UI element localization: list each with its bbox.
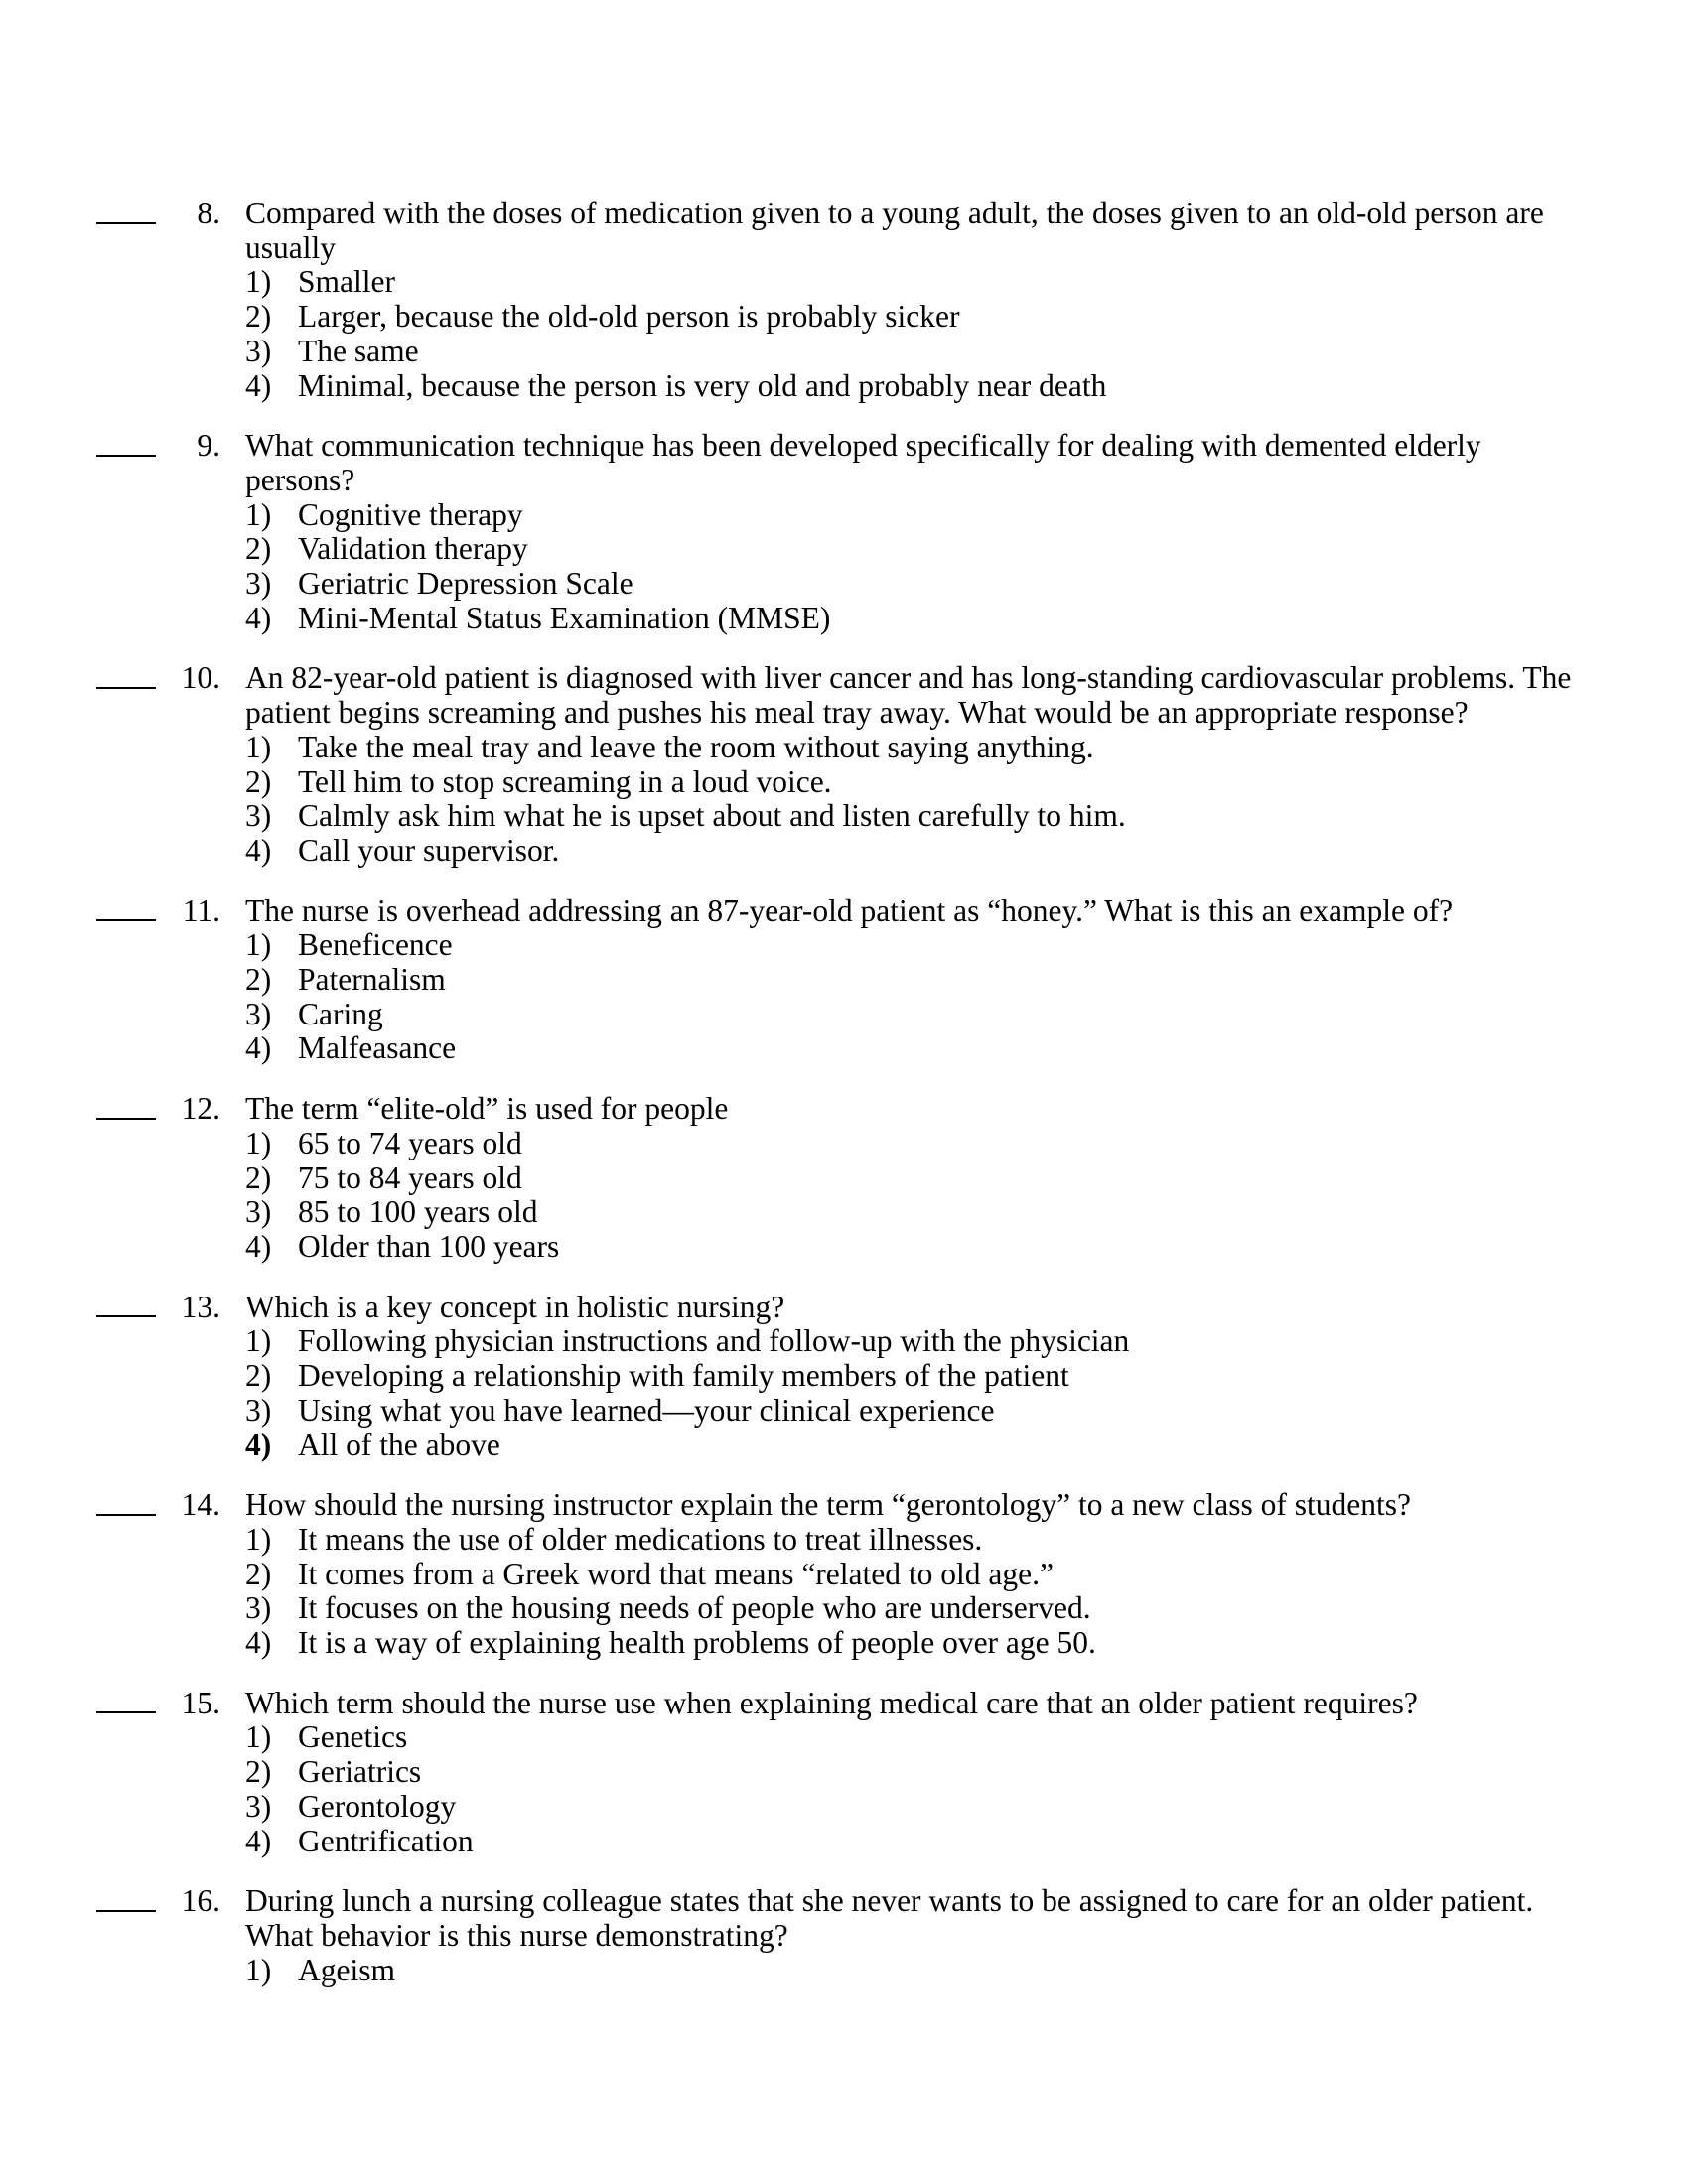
option-text: Geriatric Depression Scale (298, 566, 633, 602)
option-text: Gentrification (298, 1823, 474, 1858)
question-item (0, 661, 1688, 868)
answer-option (245, 369, 1688, 404)
option-text: Mini-Mental Status Examination (MMSE) (298, 600, 831, 635)
question-number: 15. (181, 1685, 220, 1720)
option-number: 3) (245, 1590, 272, 1626)
answer-option (245, 1523, 1688, 1558)
answer-option (245, 335, 1688, 369)
answer-option (245, 1954, 1688, 1988)
answer-blank[interactable] (96, 1884, 156, 1919)
answer-blank[interactable] (96, 1092, 156, 1127)
answer-option (245, 799, 1688, 834)
option-number: 3) (245, 1788, 272, 1824)
option-number: 1) (245, 1719, 272, 1755)
option-number: 3) (245, 566, 272, 602)
option-number: 3) (245, 1194, 272, 1230)
option-number: 1) (245, 496, 272, 532)
answer-blank[interactable] (96, 661, 156, 696)
option-text: Older than 100 years (298, 1228, 560, 1264)
answer-option (245, 300, 1688, 335)
question-item (0, 1291, 1688, 1463)
question-stem: The term “elite-old” is used for people (245, 1091, 729, 1127)
option-text: Gerontology (298, 1788, 457, 1824)
question-number: 14. (181, 1487, 220, 1523)
option-number: 2) (245, 962, 272, 998)
question-item (0, 1884, 1688, 1987)
question-number: 12. (181, 1091, 220, 1127)
question-stem: The nurse is overhead addressing an 87-year-old patient as “honey.” What is this an example of? (245, 892, 1454, 928)
option-text: 85 to 100 years old (298, 1194, 538, 1230)
option-text: Using what you have learned—your clinical experience (298, 1392, 995, 1428)
question-number: 13. (181, 1289, 220, 1324)
question-item (0, 894, 1688, 1067)
option-text: Ageism (298, 1952, 395, 1987)
option-number: 4) (245, 1823, 272, 1858)
option-number: 4) (245, 1427, 272, 1462)
answer-option (245, 532, 1688, 567)
answer-option (245, 731, 1688, 765)
option-number: 4) (245, 600, 272, 635)
question-item (0, 1687, 1688, 1859)
answer-option (245, 1161, 1688, 1196)
option-text: Validation therapy (298, 531, 528, 567)
answer-option (245, 265, 1688, 300)
option-number: 3) (245, 1392, 272, 1428)
option-text: Genetics (298, 1719, 408, 1755)
answer-option (245, 834, 1688, 869)
question-stem: An 82-year-old patient is diagnosed with liver cancer and has long-standing cardiovascular problems. The patient begins screaming and pushes his meal tray away. What would be an appropriate response? (245, 660, 1572, 731)
option-number: 2) (245, 531, 272, 567)
question-item (0, 197, 1688, 403)
question-stem: How should the nursing instructor explain the term “gerontology” to a new class of students? (245, 1487, 1411, 1523)
option-text: Beneficence (298, 927, 453, 963)
question-item (0, 429, 1688, 635)
option-number: 2) (245, 1754, 272, 1790)
option-number: 1) (245, 264, 272, 300)
answer-blank[interactable] (96, 197, 156, 231)
option-number: 2) (245, 1160, 272, 1195)
option-text: Paternalism (298, 962, 446, 998)
option-number: 4) (245, 832, 272, 868)
option-text: Geriatrics (298, 1754, 422, 1790)
option-text: It focuses on the housing needs of people who are underserved. (298, 1590, 1091, 1626)
option-text: Following physician instructions and follow-up with the physician (298, 1323, 1130, 1359)
option-text: Take the meal tray and leave the room without saying anything. (298, 729, 1094, 764)
answer-blank[interactable] (96, 1488, 156, 1523)
option-text: The same (298, 333, 419, 368)
option-text: Tell him to stop screaming in a loud voice. (298, 763, 832, 799)
option-text: It means the use of older medications to treat illnesses. (298, 1521, 983, 1557)
answer-option (245, 1558, 1688, 1592)
answer-option (245, 1195, 1688, 1230)
option-text: It is a way of explaining health problems of people over age 50. (298, 1625, 1096, 1661)
question-item (0, 1488, 1688, 1661)
option-number: 4) (245, 367, 272, 403)
question-number: 16. (181, 1883, 220, 1919)
answer-option (245, 498, 1688, 533)
answer-option (245, 1720, 1688, 1755)
option-text: Cognitive therapy (298, 496, 523, 532)
question-item (0, 1092, 1688, 1265)
option-number: 3) (245, 996, 272, 1031)
answer-blank[interactable] (96, 1687, 156, 1721)
answer-blank[interactable] (96, 894, 156, 929)
option-text: Minimal, because the person is very old and probably near death (298, 367, 1107, 403)
question-number: 9. (197, 428, 220, 464)
answer-option (245, 1031, 1688, 1066)
answer-option (245, 602, 1688, 636)
option-text: Larger, because the old-old person is probably sicker (298, 299, 960, 335)
option-text: All of the above (298, 1427, 500, 1462)
question-stem: Compared with the doses of medication given to a young adult, the doses given to an old-old person are usually (245, 196, 1544, 265)
option-number: 3) (245, 798, 272, 834)
answer-option (245, 567, 1688, 602)
option-number: 2) (245, 299, 272, 335)
answer-option (245, 1755, 1688, 1790)
option-text: Caring (298, 996, 383, 1031)
option-text: Malfeasance (298, 1030, 457, 1066)
option-text: It comes from a Greek word that means “related to old age.” (298, 1556, 1054, 1591)
option-number: 4) (245, 1228, 272, 1264)
quiz-document (0, 197, 1688, 2013)
option-text: Calmly ask him what he is upset about and listen carefully to him. (298, 798, 1126, 834)
answer-option (245, 998, 1688, 1032)
option-number: 2) (245, 1556, 272, 1591)
option-text: 75 to 84 years old (298, 1160, 522, 1195)
answer-blank[interactable] (96, 1291, 156, 1325)
question-stem: What communication technique has been developed specifically for dealing with demented elderly persons? (245, 428, 1481, 497)
option-number: 1) (245, 729, 272, 764)
option-number: 1) (245, 927, 272, 963)
question-number: 8. (197, 196, 220, 230)
answer-option (245, 928, 1688, 963)
answer-option (245, 1591, 1688, 1626)
option-text: Call your supervisor. (298, 832, 560, 868)
answer-option (245, 1359, 1688, 1394)
option-number: 1) (245, 1952, 272, 1987)
option-number: 2) (245, 1358, 272, 1394)
option-number: 4) (245, 1625, 272, 1661)
option-number: 2) (245, 763, 272, 799)
answer-option (245, 1790, 1688, 1825)
option-text: Developing a relationship with family members of the patient (298, 1358, 1069, 1394)
option-number: 3) (245, 333, 272, 368)
option-number: 1) (245, 1323, 272, 1359)
answer-option (245, 1394, 1688, 1429)
option-number: 1) (245, 1125, 272, 1160)
answer-option (245, 765, 1688, 800)
question-number: 11. (182, 892, 220, 928)
option-number: 4) (245, 1030, 272, 1066)
option-number: 1) (245, 1521, 272, 1557)
question-number: 10. (181, 660, 220, 696)
option-text: 65 to 74 years old (298, 1125, 522, 1160)
answer-option (245, 1127, 1688, 1161)
question-stem: Which is a key concept in holistic nursing? (245, 1289, 785, 1324)
answer-option (245, 1626, 1688, 1661)
answer-option (245, 1825, 1688, 1859)
question-stem: During lunch a nursing colleague states that she never wants to be assigned to care for an older patient. What behavior is this nurse demonstrating? (245, 1883, 1534, 1953)
answer-option (245, 1230, 1688, 1265)
option-text: Smaller (298, 264, 395, 300)
answer-option (245, 963, 1688, 998)
answer-option (245, 1324, 1688, 1359)
answer-blank[interactable] (96, 429, 156, 464)
answer-option (245, 1429, 1688, 1463)
question-stem: Which term should the nurse use when explaining medical care that an older patient requires? (245, 1685, 1418, 1720)
